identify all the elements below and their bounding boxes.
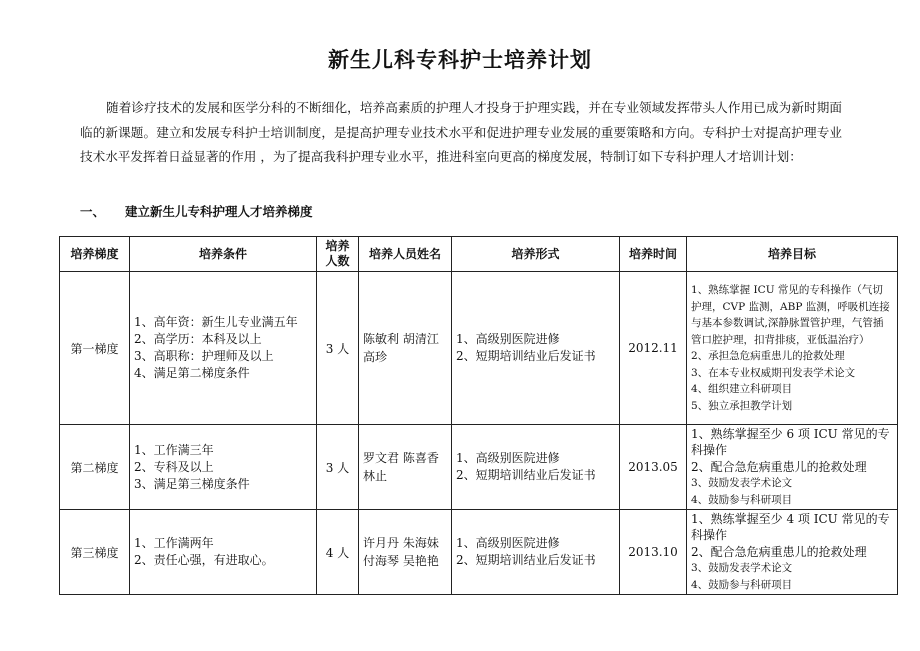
condition-item: 4、满足第二梯度条件 xyxy=(134,366,250,380)
section-number: 一、 xyxy=(80,204,106,219)
goal-item: 3、在本专业权威期刊发表学术论文 xyxy=(691,366,856,379)
section-title: 建立新生儿专科护理人才培养梯度 xyxy=(125,204,313,219)
form-item: 1、高级别医院进修 xyxy=(456,332,560,346)
goal-item: 4、鼓励参与科研项目 xyxy=(691,578,793,591)
section-heading xyxy=(80,202,313,220)
goal-item: 1、熟练掌握 ICU 常见的专科操作（气切护理，CVP 监测，ABP 监测，呼吸机连接与基本参数调试,深静脉置管护理，气管插管口腔护理，扣背排痰，亚低温治疗） xyxy=(691,284,890,346)
goal-item: 2、配合急危病重患儿的抢救处理 xyxy=(691,459,867,474)
goals-cell xyxy=(687,425,898,510)
level-cell: 第二梯度 xyxy=(60,425,130,510)
names-cell: 陈敏利 胡清江高珍 xyxy=(359,272,452,425)
count-cell: 3 人 xyxy=(317,425,359,510)
page-title: 新生儿科专科护士培养计划 xyxy=(328,48,592,72)
goal-item: 2、配合急危病重患儿的抢救处理 xyxy=(691,544,867,559)
header-count-text: 培养人数 xyxy=(325,239,350,268)
forms-cell xyxy=(452,510,620,595)
goal-item: 4、鼓励参与科研项目 xyxy=(691,493,793,506)
goals-cell xyxy=(687,510,898,595)
header-cell: 培养目标 xyxy=(687,237,898,272)
count-cell: 3 人 xyxy=(317,272,359,425)
table-row xyxy=(60,510,898,595)
forms-cell xyxy=(452,272,620,425)
header-cell: 培养梯度 xyxy=(60,237,130,272)
count-cell: 4 人 xyxy=(317,510,359,595)
time-cell: 2013.10 xyxy=(620,510,687,595)
time-cell: 2013.05 xyxy=(620,425,687,510)
conditions-cell xyxy=(130,510,317,595)
goal-item: 2、承担急危病重患儿的抢救处理 xyxy=(691,350,845,362)
goal-item: 5、独立承担教学计划 xyxy=(691,399,793,412)
time-cell: 2012.11 xyxy=(620,272,687,425)
form-item: 2、短期培训结业后发证书 xyxy=(456,349,596,363)
condition-item: 1、高年资：新生儿专业满五年 xyxy=(134,315,298,329)
goal-item: 3、鼓励发表学术论文 xyxy=(691,562,793,575)
condition-item: 1、工作满两年 xyxy=(134,536,214,550)
level-cell: 第一梯度 xyxy=(60,272,130,425)
form-item: 1、高级别医院进修 xyxy=(456,536,560,550)
header-cell: 培养人员姓名 xyxy=(359,237,452,272)
form-item: 1、高级别医院进修 xyxy=(456,451,560,465)
names-cell: 罗文君 陈喜香林止 xyxy=(359,425,452,510)
conditions-cell xyxy=(130,272,317,425)
condition-item: 3、高职称：护理师及以上 xyxy=(134,349,274,363)
header-cell: 培养时间 xyxy=(620,237,687,272)
training-plan-table xyxy=(59,236,898,595)
table-row xyxy=(60,272,898,425)
goals-cell xyxy=(687,272,898,425)
goal-item: 3、鼓励发表学术论文 xyxy=(691,477,793,490)
form-item: 2、短期培训结业后发证书 xyxy=(456,553,596,567)
conditions-cell xyxy=(130,425,317,510)
condition-item: 1、工作满三年 xyxy=(134,442,214,457)
condition-item: 2、专科及以上 xyxy=(134,459,214,474)
table-row xyxy=(60,425,898,510)
table-header-row xyxy=(60,237,898,272)
condition-item: 3、满足第三梯度条件 xyxy=(134,476,250,491)
goal-item: 4、组织建立科研项目 xyxy=(691,383,793,395)
condition-item: 2、高学历：本科及以上 xyxy=(134,332,262,346)
names-cell: 许月丹 朱海妹付海琴 吴艳艳 xyxy=(359,510,452,595)
goal-item: 1、熟练掌握至少 4 项 ICU 常见的专科操作 xyxy=(691,511,890,543)
header-cell: 培养形式 xyxy=(452,237,620,272)
header-cell: 培养条件 xyxy=(130,237,317,272)
level-cell: 第三梯度 xyxy=(60,510,130,595)
intro-paragraph: 随着诊疗技术的发展和医学分科的不断细化，培养高素质的护理人才投身于护理实践，并在专业领域发挥带头人作用已成为新时期面临的新课题。建立和发展专科护士培训制度，是提高护理专业技术水平和促进护理专业发展的重要策略和方向。专科护士对提高护理专业技术水平发挥着日益显著的作用 ，为了提高我科护理专业水平，推进科室向更高的梯度发展，特制订如下专科护理人才培训计划： xyxy=(80,100,842,164)
form-item: 2、短期培训结业后发证书 xyxy=(456,468,596,482)
condition-item: 2、责任心强，有进取心。 xyxy=(134,553,274,567)
goal-item: 1、熟练掌握至少 6 项 ICU 常见的专科操作 xyxy=(691,426,890,458)
forms-cell xyxy=(452,425,620,510)
header-cell xyxy=(317,237,359,272)
